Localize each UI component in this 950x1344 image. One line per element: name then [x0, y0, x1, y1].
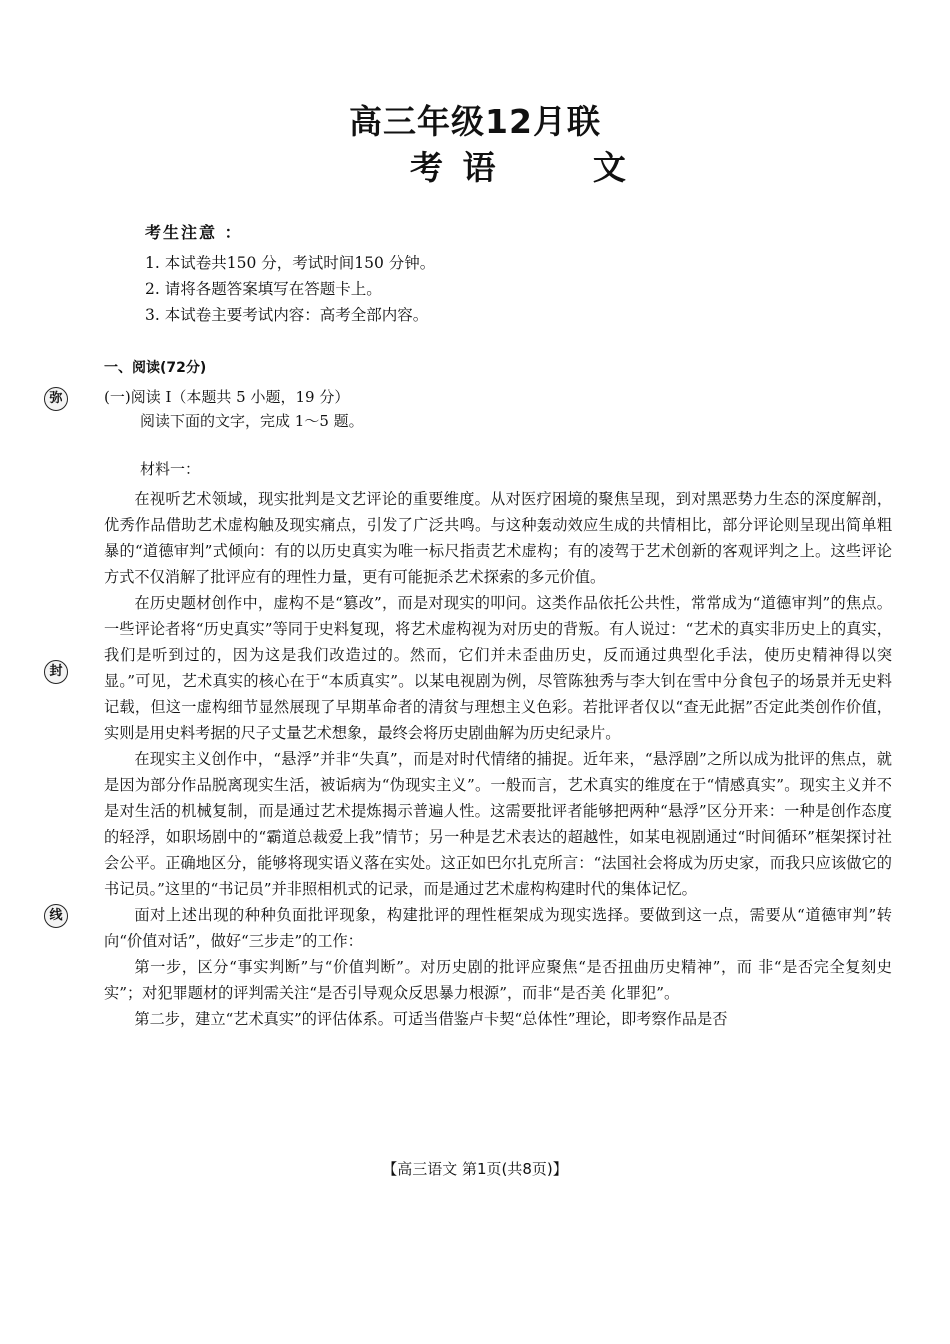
subject-title: 考 语 文 — [410, 148, 626, 187]
paragraph: 第一步，区分“事实判断”与“价值判断”。对历史剧的批评应聚焦“是否扭曲历史精神”，而 非“是否完全复刻史实”；对犯罪题材的评判需关注“是否引导观众反思暴力根源”，而非“是否美 化罪犯”。 — [104, 958, 892, 1002]
exam-title: 高三年级12月联 — [349, 102, 601, 141]
paragraph: 在现实主义创作中，“悬浮”并非“失真”，而是对时代情绪的捕捉。近年来，“悬浮剧”之所以成为批评的焦点，就是因为部分作品脱离现实生活，被诟病为“伪现实主义”。一般而言，艺术真实的维度在于“情感真实”。现实主义并不是对生活的机械复制，而是通过艺术提炼揭示普遍人性。这需要批评者能够把两种“悬浮”区分开来：一种是创作态度的轻浮，如职场剧中的“霸道总裁爱上我”情节；另一种是艺术表达的超越性，如某电视剧通过“时间循环”框架探讨社会公平。正确地区分，能够将现实语义落在实处。这正如巴尔扎克所言：“法国社会将成为历史家，而我只应该做它的书记员。”这里的“书记员”并非照相机式的记录，而是通过艺术虚构构建时代的集体记忆。 — [104, 750, 892, 898]
passage — [104, 486, 892, 1032]
page-footer: 【高三语文 第1页(共8页)】 — [382, 1160, 568, 1178]
paragraph: 面对上述出现的种种负面批评现象，构建批评的理性框架成为现实选择。要做到这一点，需要从“道德审判”转向“价值对话”，做好“三步走”的工作： — [104, 906, 892, 950]
paragraph: 第二步，建立“艺术真实”的评估体系。可适当借鉴卢卡契“总体性”理论，即考察作品是否 — [134, 1010, 728, 1028]
material-label: 材料一： — [140, 460, 201, 478]
binding-mark-xian: 线 — [44, 904, 68, 928]
notice-item: 3. 本试卷主要考试内容：高考全部内容。 — [145, 306, 429, 324]
notice-item: 1. 本试卷共150 分，考试时间150 分钟。 — [145, 254, 436, 272]
candidate-notice — [145, 220, 435, 328]
paragraph: 在历史题材创作中，虚构不是“篡改”，而是对现实的叩问。这类作品依托公共性，常常成为“道德审判”的焦点。 一些评论者将“历史真实”等同于史料复现，将艺术虚构视为对历史的背叛。有人说过：“艺术的真实非历史上的真实，我们是听到过的，因为这是我们改造过的。然而，它们并未歪曲历史，反而通过典型化手法，使历史精神得以突显。”可见，艺术真实的核心在于“本质真实”。以某电视剧为例，尽管陈独秀与李大钊在雪中分食包子的场景并无史料记载，但这一虚构细节显然展现了早期革命者的清贫与理想主义色彩。若批评者仅以“查无此据”否定此类创作价值，实则是用史料考据的尺子丈量艺术想象，最终会将历史剧曲解为历史纪录片。 — [104, 594, 892, 742]
reading-instruction: 阅读下面的文字，完成 1～5 题。 — [140, 412, 364, 430]
section-heading: 一、阅读(72分) — [104, 360, 207, 376]
subsection-heading: (一)阅读 I（本题共 5 小题，19 分） — [104, 388, 350, 406]
notice-item: 2. 请将各题答案填写在答题卡上。 — [145, 280, 382, 298]
binding-mark-mi: 弥 — [44, 387, 68, 411]
paragraph: 在视听艺术领域，现实批判是文艺评论的重要维度。从对医疗困境的聚焦呈现，到对黑恶势力生态的深度解剖，优秀作品借助艺术虚构触及现实痛点，引发了广泛共鸣。与这种轰动效应生成的共情相比，部分评论则呈现出简单粗暴的“道德审判”式倾向：有的以历史真实为唯一标尺指责艺术虚构；有的凌驾于艺术创新的客观评判之上。这些评论方式不仅消解了批评应有的理性力量，更有可能扼杀艺术探索的多元价值。 — [104, 490, 892, 586]
notice-title: 考生注意 ： — [145, 223, 243, 242]
binding-mark-feng: 封 — [44, 660, 68, 684]
